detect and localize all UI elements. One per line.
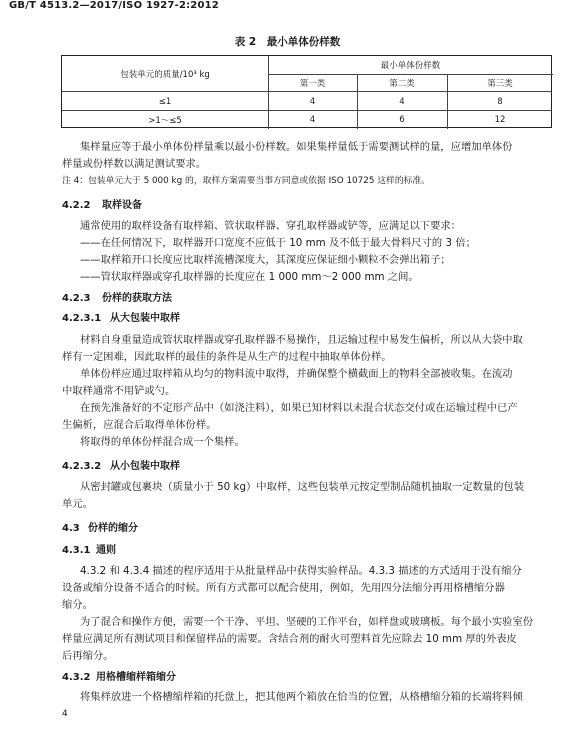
- paragraph-line: 从密封罐或包裹块（质量小于 50 kg）中取样，这些包装单元按定型制品随机抽取一定数量的包装: [80, 481, 525, 493]
- table-cell-label: >1～≤5: [148, 116, 182, 126]
- table-row: [62, 110, 551, 129]
- table-title: 表 2 最小单体份样数: [234, 36, 341, 48]
- paragraph-line: 将集样放进一个格槽缩样箱的托盘上，把其他两个箱放在恰当的位置，从格槽缩分箱的长端将料倾: [80, 691, 523, 703]
- table-group-header: 最小单体份样数: [380, 61, 441, 71]
- section-title: 通则: [96, 545, 116, 556]
- table-cell: 6: [399, 115, 405, 125]
- section-heading-4-2-3-1: [62, 309, 180, 324]
- paragraph-line: 后再缩分。: [62, 650, 114, 662]
- list-item: ——取样箱开口长度应比取样流槽深度大，其深度应保证细小颗粒不会弹出箱子；: [80, 254, 451, 266]
- table-col-header: 第一类: [299, 78, 326, 89]
- paragraph-line: 将取得的单体份样混合成一个集样。: [80, 436, 245, 448]
- section-title: 份样的缩分: [88, 523, 138, 534]
- section-heading-4-2-3: [62, 289, 172, 304]
- table-col-header: 第三类: [487, 78, 513, 89]
- paragraph-line: 为了混合和操作方便，需要一个干净、平坦、坚硬的工作平台，如样盘或玻璃板。每个最小实验室份: [80, 616, 534, 628]
- section-title: 取样设备: [102, 200, 142, 211]
- section-heading-4-3: [62, 519, 138, 534]
- table-cell: 4: [309, 96, 316, 107]
- section-number: 4.2.3: [62, 293, 91, 304]
- section-number: 4.3.1: [62, 545, 91, 556]
- paragraph-line: 单体份样应通过取样箱从均匀的物料流中取得，并确保整个横截面上的物料全部被收集。在流动: [80, 368, 513, 380]
- section-heading-4-3-1: [62, 541, 116, 556]
- section-heading-4-3-2: [62, 668, 176, 683]
- section-heading-4-2-3-2: [62, 457, 180, 472]
- table-cell: 4: [399, 96, 405, 107]
- table-col-header: 第二类: [389, 78, 415, 89]
- list-item: ——在任何情况下，取样器开口宽度不应低于 10 mm 及不低于最大骨料尺寸的 3 倍；: [80, 237, 476, 249]
- section-number: 4.2.3.2: [62, 461, 102, 472]
- paragraph-line: 4.3.2 和 4.3.4 描述的程序适用于从批量样品中获得实验样品。4.3.3 描述的方式适用于没有缩分: [80, 565, 522, 577]
- page-number: 4: [62, 709, 68, 719]
- table-cell: 8: [497, 96, 503, 107]
- section-number: 4.3: [62, 523, 80, 534]
- table-cell-label: ≤1: [158, 96, 172, 107]
- section-title: 用格槽缩样箱缩分: [96, 672, 176, 683]
- paragraph-line: 在预先准备好的不定形产品中（如浇注料），如果已知材料以未混合状态交付或在运输过程中已产: [80, 402, 518, 414]
- paragraph-line: 样有一定困难，因此取样的最佳的条件是从生产的过程中抽取单体份样。: [62, 351, 392, 363]
- paragraph-line: 单元。: [62, 498, 93, 510]
- paragraph-line: 中取样通常不用铲或勺。: [62, 385, 176, 397]
- section-heading-4-2-2: [62, 196, 142, 211]
- section-title: 份样的获取方法: [102, 293, 172, 304]
- paragraph-line: 设备或缩分设备不适合的时候。所有方式都可以配合使用，例如，先用四分法缩分再用格槽缩分器: [62, 582, 505, 594]
- section-number: 4.2.2: [62, 200, 91, 211]
- section-title: 从大包装中取样: [110, 313, 180, 324]
- standard-header: GB/T 4513.2—2017/ISO 1927-2:2012: [9, 0, 219, 11]
- sample-count-table: [61, 55, 552, 128]
- paragraph-line: 通常使用的取样设备有取样箱、管状取样器、穿孔取样器或铲等，应满足以下要求：: [80, 220, 461, 232]
- paragraph-line: 材料自身重量造成管状取样器或穿孔取样器不易操作，且运输过程中易发生偏析，所以从大袋中取: [80, 334, 523, 346]
- table-row-header: 包装单元的质量/10³ kg: [120, 69, 210, 80]
- paragraph-line: 生偏析，应混合后取得单体份样。: [62, 419, 217, 431]
- paragraph-line: 集样量应等于最小单体份样量乘以最小份样数。如果集样量低于需要测试样的量，应增加单体份: [80, 141, 513, 153]
- paragraph-line: 样量应满足所有测试项目和保留样品的需要。含结合剂的耐火可塑料首先应除去 10 mm 厚的外表皮: [62, 633, 517, 645]
- section-number: 4.3.2: [62, 672, 91, 683]
- paragraph-line: 样量或份样数以满足测试要求。: [62, 158, 207, 170]
- section-number: 4.2.3.1: [62, 313, 102, 324]
- paragraph-line: 缩分。: [62, 599, 93, 611]
- table-row: [62, 91, 551, 111]
- note-text: 注 4：包装单元大于 5 000 kg 的，取样方案需要当事方同意或依据 ISO 10725 这样的标准。: [62, 176, 431, 186]
- section-title: 从小包装中取样: [110, 461, 180, 472]
- table-cell: 12: [494, 115, 506, 125]
- table-cell: 4: [309, 115, 316, 125]
- list-item: ——管状取样器或穿孔取样器的长度应在 1 000 mm～2 000 mm 之间。: [80, 271, 419, 283]
